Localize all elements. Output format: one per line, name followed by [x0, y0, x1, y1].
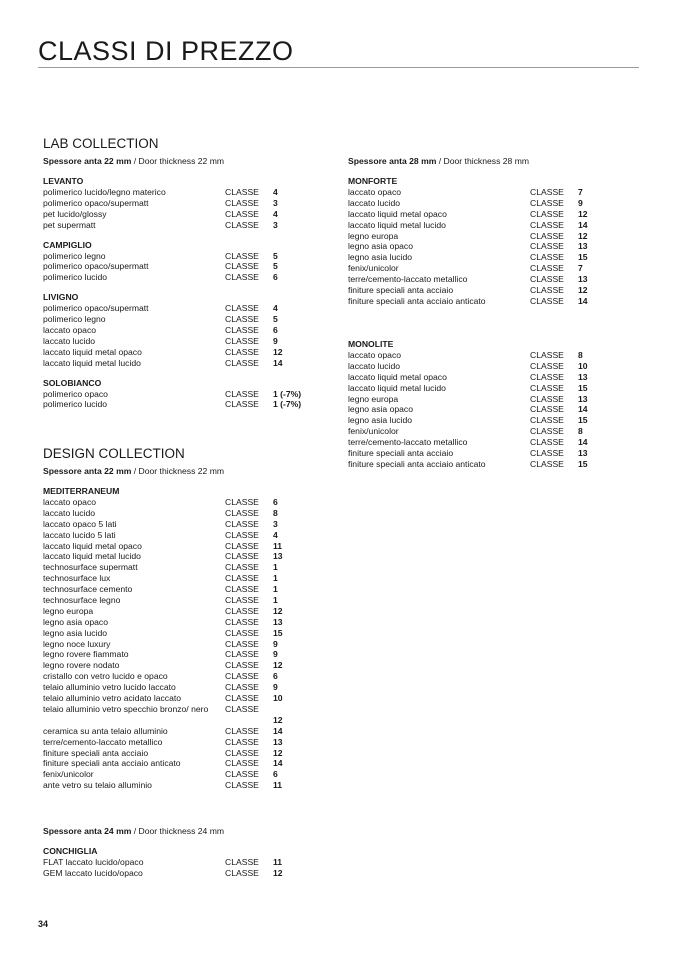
finish-name: polimerico opaco/supermatt	[43, 261, 149, 272]
class-value: 3	[273, 219, 278, 230]
class-value: 14	[273, 357, 283, 368]
class-value: 9	[578, 197, 583, 208]
finish-name: terre/cemento-laccato metallico	[348, 274, 468, 285]
price-row	[348, 459, 638, 470]
class-label: CLASSE	[530, 350, 564, 360]
finish-name: finiture speciali anta acciaio anticato	[43, 758, 181, 769]
price-row	[348, 383, 638, 394]
class-label: CLASSE	[225, 551, 259, 562]
price-row	[348, 252, 638, 263]
class-label: CLASSE	[225, 518, 259, 529]
group-monolite	[348, 339, 638, 470]
class-value: 10	[578, 360, 588, 371]
price-row	[43, 551, 333, 562]
price-row	[43, 660, 333, 671]
class-value: 14	[578, 404, 588, 415]
finish-name: polimerico legno	[43, 250, 106, 261]
class-label: CLASSE	[225, 187, 259, 197]
price-row	[43, 347, 333, 358]
class-value: 6	[273, 272, 278, 283]
class-label: CLASSE	[225, 725, 259, 736]
class-value: 4	[273, 529, 278, 540]
class-value: 1	[273, 584, 278, 595]
group-title: MONFORTE	[348, 176, 398, 186]
finish-name: laccato liquid metal lucido	[43, 357, 141, 368]
class-label: CLASSE	[530, 393, 564, 404]
class-value: 12	[578, 208, 588, 219]
class-value: 15	[578, 252, 588, 263]
class-label: CLASSE	[225, 671, 259, 682]
finish-name: legno rovere nodato	[43, 660, 120, 671]
class-label: CLASSE	[225, 769, 259, 780]
class-value: 9	[273, 649, 278, 660]
class-value: 8	[578, 350, 583, 360]
class-value: 13	[273, 616, 283, 627]
class-value: 5	[273, 250, 278, 261]
class-label: CLASSE	[530, 208, 564, 219]
price-row	[43, 693, 333, 704]
price-row	[43, 314, 333, 325]
finish-name: finiture speciali anta acciaio anticato	[348, 458, 486, 469]
lab-thickness-28: Spessore anta 28 mm / Door thickness 28 mm	[348, 156, 530, 166]
finish-name: technosurface legno	[43, 595, 121, 606]
class-value: 3	[273, 197, 278, 208]
class-value: 13	[273, 551, 283, 562]
class-label: CLASSE	[530, 360, 564, 371]
class-value: 13	[578, 393, 588, 404]
finish-name: laccato liquid metal lucido	[43, 551, 141, 562]
finish-name: laccato opaco	[43, 497, 97, 507]
class-label: CLASSE	[530, 426, 564, 437]
lab-thickness-22: Spessore anta 22 mm / Door thickness 22 mm	[43, 156, 225, 166]
price-row	[348, 187, 638, 198]
group-title: LIVIGNO	[43, 292, 79, 303]
finish-name: legno asia lucido	[348, 252, 413, 263]
price-row	[348, 394, 638, 405]
class-label: CLASSE	[225, 303, 259, 314]
finish-name: legno asia lucido	[43, 627, 108, 638]
finish-name: FLAT laccato lucido/opaco	[43, 857, 144, 867]
price-row	[43, 671, 333, 682]
price-row	[348, 263, 638, 274]
class-label: CLASSE	[225, 357, 259, 368]
finish-name: technosurface supermatt	[43, 562, 138, 573]
finish-name: polimerico opaco	[43, 388, 108, 399]
class-value: 11	[273, 540, 283, 551]
class-label: CLASSE	[225, 867, 259, 878]
class-label: CLASSE	[530, 382, 564, 393]
class-value: 11	[273, 857, 283, 867]
class-value: 1	[273, 562, 278, 573]
page-number: 34	[38, 919, 49, 929]
finish-name: terre/cemento-laccato metallico	[43, 736, 163, 747]
price-row	[348, 220, 638, 231]
class-label: CLASSE	[225, 693, 259, 704]
class-label: CLASSE	[530, 230, 564, 241]
finish-name: laccato opaco	[348, 350, 402, 360]
price-row	[348, 274, 638, 285]
class-value: 8	[273, 507, 278, 518]
class-label: CLASSE	[225, 682, 259, 693]
finish-name: laccato liquid metal opaco	[348, 208, 447, 219]
class-value: 8	[578, 426, 583, 437]
class-label: CLASSE	[225, 584, 259, 595]
finish-name: fenix/unicolor	[348, 263, 399, 274]
price-row	[348, 415, 638, 426]
finish-name: legno europa	[348, 230, 399, 241]
price-row	[43, 508, 333, 519]
price-row	[43, 737, 333, 748]
class-label: CLASSE	[225, 272, 259, 283]
class-value: 14	[273, 725, 283, 736]
price-row	[348, 209, 638, 220]
finish-name: GEM laccato lucido/opaco	[43, 867, 143, 878]
price-row	[348, 231, 638, 242]
finish-name: laccato lucido	[43, 335, 96, 346]
price-row	[43, 758, 333, 769]
class-value: 15	[578, 458, 588, 469]
class-label: CLASSE	[530, 404, 564, 415]
class-label: CLASSE	[225, 703, 259, 714]
design-thickness-22: Spessore anta 22 mm / Door thickness 22 mm	[43, 466, 225, 476]
class-value: 13	[578, 241, 588, 252]
price-row	[43, 617, 333, 628]
class-label: CLASSE	[225, 605, 259, 616]
design-thickness-24: Spessore anta 24 mm / Door thickness 24 mm	[43, 826, 225, 836]
page-title: CLASSI DI PREZZO	[38, 36, 294, 66]
class-label: CLASSE	[225, 346, 259, 357]
class-value: 1 (-7%)	[273, 399, 302, 410]
price-row	[43, 562, 333, 573]
finish-name: laccato opaco	[348, 187, 402, 197]
class-value: 1 (-7%)	[273, 388, 302, 399]
finish-name: finiture speciali anta acciaio	[43, 747, 149, 758]
class-label: CLASSE	[530, 197, 564, 208]
finish-name: pet lucido/glossy	[43, 208, 107, 219]
finish-name: laccato liquid metal opaco	[43, 540, 142, 551]
class-label: CLASSE	[225, 616, 259, 627]
finish-name: laccato opaco 5 lati	[43, 518, 117, 529]
class-label: CLASSE	[225, 638, 259, 649]
finish-name: finiture speciali anta acciaio	[348, 448, 454, 459]
class-value: 12	[273, 346, 283, 357]
class-value: 9	[273, 682, 278, 693]
finish-name: technosurface lux	[43, 573, 111, 584]
class-label: CLASSE	[225, 780, 259, 791]
class-label: CLASSE	[530, 263, 564, 274]
class-value: 15	[578, 415, 588, 426]
price-row	[43, 649, 333, 660]
class-value: 13	[578, 448, 588, 459]
finish-name: ceramica su anta telaio alluminio	[43, 725, 168, 736]
class-value: 6	[273, 497, 278, 507]
class-value: 13	[578, 371, 588, 382]
class-value: 1	[273, 573, 278, 584]
class-label: CLASSE	[225, 573, 259, 584]
class-label: CLASSE	[225, 399, 259, 410]
finish-name: technosurface cemento	[43, 584, 133, 595]
price-row	[43, 868, 333, 879]
price-row	[43, 358, 333, 369]
class-value: 14	[578, 437, 588, 448]
class-label: CLASSE	[225, 857, 259, 867]
finish-name: legno asia lucido	[348, 415, 413, 426]
price-row	[43, 389, 333, 400]
finish-name: telaio alluminio vetro lucido laccato	[43, 682, 176, 693]
class-label: CLASSE	[530, 371, 564, 382]
price-row	[43, 573, 333, 584]
design-collection-heading: DESIGN COLLECTION	[43, 446, 185, 461]
class-value: 7	[578, 187, 583, 197]
group-campiglio	[43, 240, 333, 284]
finish-name: polimerico lucido	[43, 399, 108, 410]
finish-name: legno europa	[43, 605, 94, 616]
group-title: MONOLITE	[348, 339, 394, 349]
class-label: CLASSE	[225, 335, 259, 346]
class-value: 14	[578, 295, 588, 306]
finish-name: polimerico opaco/supermatt	[43, 197, 149, 208]
price-row	[348, 404, 638, 415]
class-label: CLASSE	[530, 187, 564, 197]
group-title: CAMPIGLIO	[43, 239, 92, 250]
class-value: 15	[273, 627, 283, 638]
finish-name: legno asia opaco	[348, 404, 413, 415]
class-value: 13	[273, 736, 283, 747]
class-label: CLASSE	[530, 437, 564, 448]
class-value: 1	[273, 595, 278, 606]
class-label: CLASSE	[225, 388, 259, 399]
finish-name: laccato lucido	[348, 197, 401, 208]
design-column	[43, 445, 333, 791]
finish-name: finiture speciali anta acciaio anticato	[348, 295, 486, 306]
price-row	[43, 261, 333, 272]
class-label: CLASSE	[225, 562, 259, 573]
finish-name: polimerico lucido	[43, 272, 108, 283]
price-row	[43, 769, 333, 780]
finish-name: telaio alluminio vetro specchio bronzo/ nero	[43, 703, 209, 714]
group-title: MEDITERRANEUM	[43, 486, 120, 496]
finish-name: pet supermatt	[43, 219, 96, 230]
class-label: CLASSE	[225, 325, 259, 336]
class-label: CLASSE	[225, 208, 259, 219]
group-mediterraneum	[43, 486, 333, 791]
price-row	[43, 272, 333, 283]
class-label: CLASSE	[530, 448, 564, 459]
price-row	[43, 704, 333, 726]
class-value: 12	[273, 660, 283, 671]
group-conchiglia	[43, 846, 333, 879]
class-value: 4	[273, 303, 278, 314]
class-label: CLASSE	[530, 458, 564, 469]
finish-name: fenix/unicolor	[43, 769, 94, 780]
class-value: 9	[273, 638, 278, 649]
class-value: 12	[578, 285, 588, 296]
class-value: 12	[273, 867, 283, 878]
class-value: 14	[273, 758, 283, 769]
title-divider	[38, 67, 639, 68]
group-title: SOLOBIANCO	[43, 377, 102, 388]
class-label: CLASSE	[530, 274, 564, 285]
group-levanto	[43, 176, 333, 231]
price-row	[43, 857, 333, 868]
class-label: CLASSE	[225, 747, 259, 758]
price-row	[43, 220, 333, 231]
lab-collection-heading: LAB COLLECTION	[43, 136, 159, 151]
price-row	[43, 541, 333, 552]
price-row	[43, 519, 333, 530]
price-row	[348, 448, 638, 459]
class-label: CLASSE	[225, 507, 259, 518]
price-row	[43, 726, 333, 737]
price-row	[43, 399, 333, 410]
class-label: CLASSE	[225, 595, 259, 606]
class-value: 14	[578, 219, 588, 230]
price-row	[348, 296, 638, 307]
class-value: 4	[273, 187, 278, 197]
class-value: 12	[273, 714, 283, 725]
finish-name: laccato liquid metal opaco	[43, 346, 142, 357]
finish-name: telaio alluminio vetro acidato laccato	[43, 693, 182, 704]
class-label: CLASSE	[225, 649, 259, 660]
finish-name: legno asia opaco	[43, 616, 108, 627]
class-label: CLASSE	[530, 252, 564, 263]
class-value: 5	[273, 261, 278, 272]
design-column-2	[43, 825, 333, 879]
finish-name: legno noce luxury	[43, 638, 111, 649]
price-row	[43, 595, 333, 606]
finish-name: terre/cemento-laccato metallico	[348, 437, 468, 448]
group-solobianco	[43, 378, 333, 411]
class-label: CLASSE	[225, 250, 259, 261]
finish-name: cristallo con vetro lucido e opaco	[43, 671, 168, 682]
price-row	[43, 584, 333, 595]
finish-name: legno europa	[348, 393, 399, 404]
finish-name: fenix/unicolor	[348, 426, 399, 437]
price-row	[43, 209, 333, 220]
class-label: CLASSE	[225, 529, 259, 540]
finish-name: laccato lucido 5 lati	[43, 529, 116, 540]
price-row	[43, 336, 333, 347]
price-row	[43, 639, 333, 650]
finish-name: finiture speciali anta acciaio	[348, 285, 454, 296]
price-row	[348, 285, 638, 296]
price-row	[43, 628, 333, 639]
class-value: 7	[578, 263, 583, 274]
class-label: CLASSE	[225, 219, 259, 230]
price-row	[43, 303, 333, 314]
class-label: CLASSE	[530, 219, 564, 230]
class-label: CLASSE	[530, 241, 564, 252]
price-row	[348, 372, 638, 383]
price-row	[43, 187, 333, 198]
finish-name: polimerico lucido/legno materico	[43, 187, 166, 197]
class-label: CLASSE	[530, 415, 564, 426]
class-value: 6	[273, 671, 278, 682]
class-value: 9	[273, 335, 278, 346]
group-livigno	[43, 292, 333, 368]
price-row	[43, 682, 333, 693]
class-value: 3	[273, 518, 278, 529]
class-value: 6	[273, 325, 278, 336]
group-monforte	[348, 176, 638, 307]
price-row	[348, 198, 638, 209]
class-label: CLASSE	[530, 285, 564, 296]
class-label: CLASSE	[225, 736, 259, 747]
lab-right-column-2	[348, 339, 638, 470]
class-value: 11	[273, 780, 283, 791]
class-label: CLASSE	[225, 540, 259, 551]
price-row	[43, 606, 333, 617]
finish-name: laccato liquid metal opaco	[348, 371, 447, 382]
class-value: 12	[578, 230, 588, 241]
class-label: CLASSE	[225, 314, 259, 325]
price-row	[348, 241, 638, 252]
class-value: 10	[273, 693, 283, 704]
price-row	[43, 198, 333, 209]
price-row	[43, 748, 333, 759]
finish-name: laccato lucido	[43, 507, 96, 518]
price-row	[43, 530, 333, 541]
price-row	[43, 251, 333, 262]
price-row	[348, 426, 638, 437]
price-row	[43, 325, 333, 336]
lab-left-column	[43, 135, 333, 410]
price-row	[43, 780, 333, 791]
class-value: 13	[578, 274, 588, 285]
price-row	[43, 497, 333, 508]
class-value: 4	[273, 208, 278, 219]
finish-name: laccato liquid metal lucido	[348, 382, 446, 393]
group-title: LEVANTO	[43, 176, 84, 186]
class-value: 15	[578, 382, 588, 393]
finish-name: polimerico legno	[43, 314, 106, 325]
class-value: 6	[273, 769, 278, 780]
price-row	[348, 437, 638, 448]
finish-name: laccato lucido	[348, 360, 401, 371]
class-value: 12	[273, 605, 283, 616]
price-row	[348, 350, 638, 361]
price-row	[348, 361, 638, 372]
finish-name: legno asia opaco	[348, 241, 413, 252]
finish-name: laccato liquid metal lucido	[348, 219, 446, 230]
finish-name: legno rovere fiammato	[43, 649, 129, 660]
class-value: 5	[273, 314, 278, 325]
class-label: CLASSE	[225, 758, 259, 769]
class-label: CLASSE	[225, 497, 259, 507]
class-value: 12	[273, 747, 283, 758]
class-label: CLASSE	[225, 261, 259, 272]
lab-right-column	[348, 155, 638, 307]
finish-name: polimerico opaco/supermatt	[43, 303, 149, 314]
finish-name: ante vetro su telaio alluminio	[43, 780, 152, 791]
class-label: CLASSE	[530, 295, 564, 306]
class-label: CLASSE	[225, 660, 259, 671]
group-title: CONCHIGLIA	[43, 846, 98, 856]
class-label: CLASSE	[225, 197, 259, 208]
class-label: CLASSE	[225, 627, 259, 638]
finish-name: laccato opaco	[43, 325, 97, 336]
